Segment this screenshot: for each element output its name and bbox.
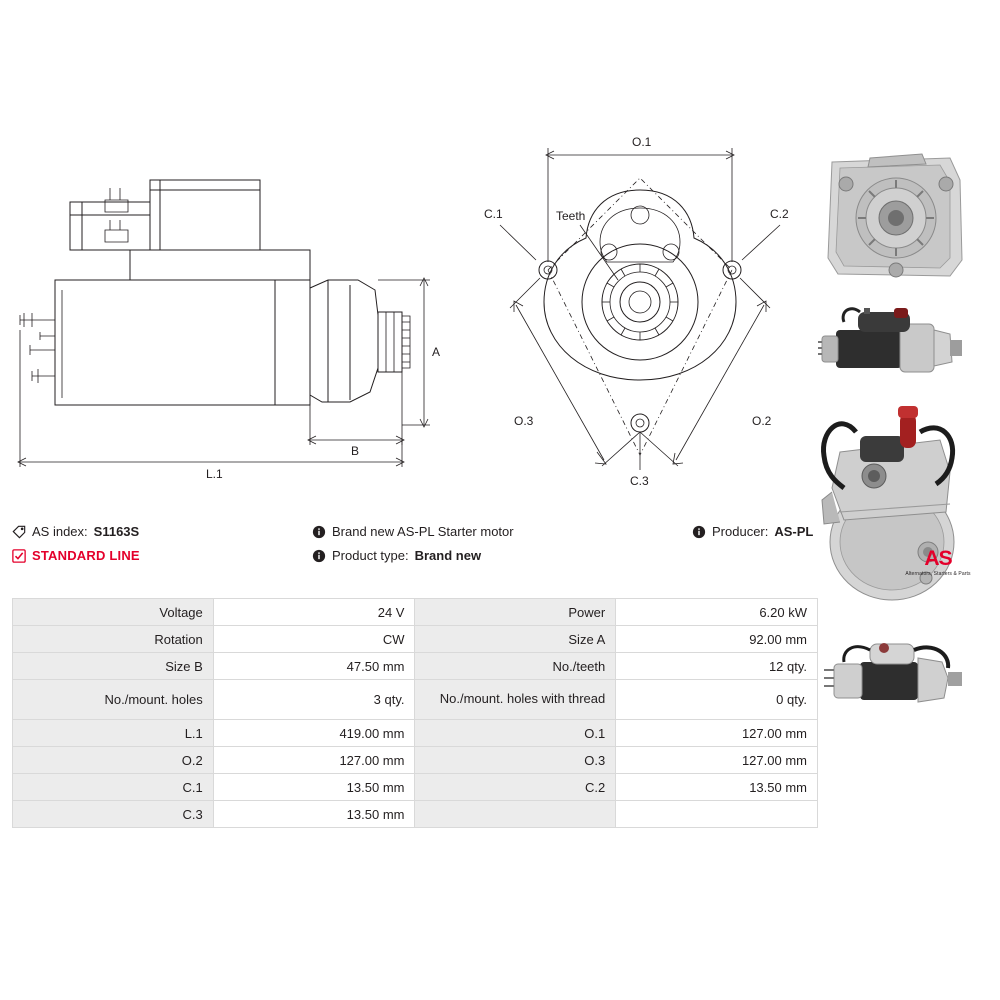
spec-value: 47.50 mm bbox=[213, 653, 415, 680]
spec-value: 3 qty. bbox=[213, 680, 415, 720]
info-icon bbox=[312, 549, 326, 563]
info-row-2 bbox=[12, 548, 832, 563]
table-row bbox=[13, 774, 818, 801]
as-index-label: AS index: bbox=[32, 524, 88, 539]
spec-key: Size A bbox=[415, 626, 616, 653]
spec-key: Voltage bbox=[13, 599, 214, 626]
spec-value: 13.50 mm bbox=[616, 774, 818, 801]
spec-key: C.3 bbox=[13, 801, 214, 828]
info-icon bbox=[692, 525, 706, 539]
starter-side-drawing bbox=[10, 140, 450, 490]
spec-key: No./mount. holes bbox=[13, 680, 214, 720]
tag-icon bbox=[12, 525, 26, 539]
spec-key: O.3 bbox=[415, 747, 616, 774]
specifications-table bbox=[12, 598, 818, 828]
spec-key: C.2 bbox=[415, 774, 616, 801]
spec-key: C.1 bbox=[13, 774, 214, 801]
spec-value: 127.00 mm bbox=[213, 747, 415, 774]
spec-value: 0 qty. bbox=[616, 680, 818, 720]
spec-key-empty bbox=[415, 801, 616, 828]
spec-key: No./mount. holes with thread bbox=[415, 680, 616, 720]
dim-label-A: A bbox=[432, 345, 441, 359]
spec-value: 13.50 mm bbox=[213, 774, 415, 801]
brand-new-text: Brand new AS-PL Starter motor bbox=[332, 524, 514, 539]
table-row bbox=[13, 653, 818, 680]
dim-label-L1: L.1 bbox=[206, 467, 223, 481]
table-row bbox=[13, 747, 818, 774]
product-type-value: Brand new bbox=[414, 548, 482, 563]
spec-value: 12 qty. bbox=[616, 653, 818, 680]
spec-key: L.1 bbox=[13, 720, 214, 747]
dim-label-C1: C.1 bbox=[484, 207, 503, 221]
logo-mark: AS bbox=[924, 547, 952, 570]
info-row-1 bbox=[12, 524, 832, 539]
spec-value: 24 V bbox=[213, 599, 415, 626]
product-type-label: Product type: bbox=[332, 548, 409, 563]
spec-key: Size B bbox=[13, 653, 214, 680]
technical-drawings bbox=[0, 0, 820, 510]
starter-rear-view[interactable] bbox=[800, 628, 980, 723]
dim-label-C2: C.2 bbox=[770, 207, 789, 221]
table-row bbox=[13, 680, 818, 720]
producer-info bbox=[692, 524, 832, 539]
check-box-icon bbox=[12, 549, 26, 563]
table-row bbox=[13, 720, 818, 747]
starter-front-view[interactable] bbox=[800, 140, 980, 290]
dim-label-B: B bbox=[351, 444, 360, 458]
as-index bbox=[12, 524, 312, 539]
spec-value: 127.00 mm bbox=[616, 720, 818, 747]
as-index-value: S1163S bbox=[93, 524, 140, 539]
dim-label-teeth: Teeth bbox=[556, 209, 586, 223]
table-row bbox=[13, 801, 818, 828]
spec-value: 6.20 kW bbox=[616, 599, 818, 626]
as-pl-logo bbox=[890, 548, 986, 577]
dim-label-O1: O.1 bbox=[632, 135, 652, 149]
spec-key: O.2 bbox=[13, 747, 214, 774]
producer-label: Producer: bbox=[712, 524, 769, 539]
dim-label-O3: O.3 bbox=[514, 414, 534, 428]
starter-side-view[interactable] bbox=[800, 296, 980, 386]
info-icon bbox=[312, 525, 326, 539]
table-row bbox=[13, 599, 818, 626]
starter-angled-view[interactable] bbox=[800, 392, 980, 622]
spec-key: No./teeth bbox=[415, 653, 616, 680]
spec-key: Rotation bbox=[13, 626, 214, 653]
producer-value: AS-PL bbox=[774, 524, 814, 539]
standard-line-badge bbox=[12, 548, 312, 563]
starter-front-drawing bbox=[470, 130, 810, 510]
table-row bbox=[13, 626, 818, 653]
dim-label-C3: C.3 bbox=[630, 474, 649, 488]
product-photo-gallery bbox=[800, 140, 990, 729]
spec-value: 127.00 mm bbox=[616, 747, 818, 774]
dim-label-O2: O.2 bbox=[752, 414, 772, 428]
product-info bbox=[12, 524, 832, 572]
spec-value-empty bbox=[616, 801, 818, 828]
product-type bbox=[312, 548, 692, 563]
logo-tagline: Alternators, Starters & Parts bbox=[905, 571, 971, 577]
spec-value: 419.00 mm bbox=[213, 720, 415, 747]
spec-key: O.1 bbox=[415, 720, 616, 747]
spec-value: CW bbox=[213, 626, 415, 653]
spec-value: 92.00 mm bbox=[616, 626, 818, 653]
standard-line-label: STANDARD LINE bbox=[32, 548, 140, 563]
brand-new-info bbox=[312, 524, 692, 539]
spec-key: Power bbox=[415, 599, 616, 626]
spec-value: 13.50 mm bbox=[213, 801, 415, 828]
